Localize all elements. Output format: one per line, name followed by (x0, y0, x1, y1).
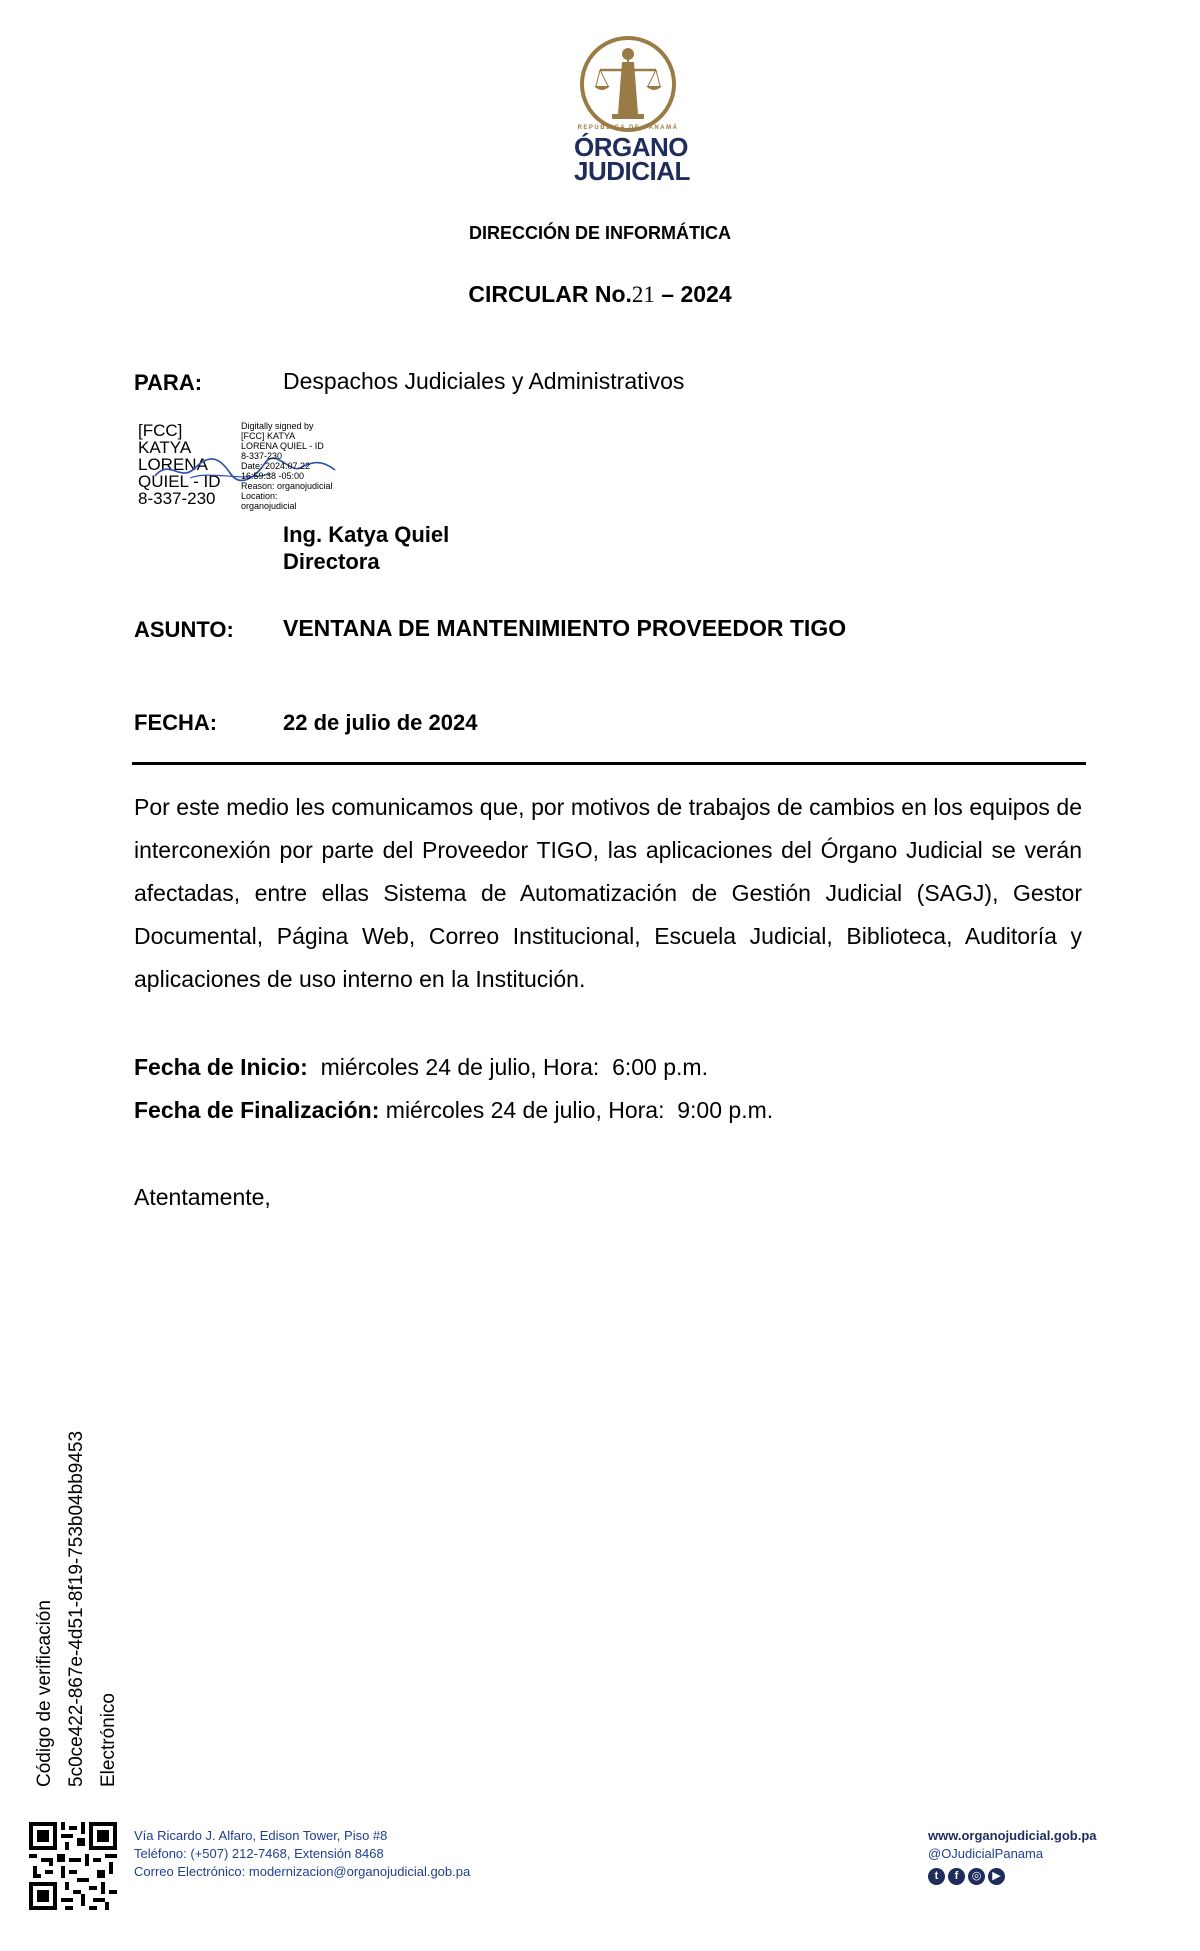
footer-handle[interactable]: @OJudicialPanama (928, 1846, 1044, 1861)
footer-address: Vía Ricardo J. Alfaro, Edison Tower, Piso #8 (134, 1828, 388, 1843)
logo-line2: JUDICIAL (574, 156, 690, 186)
closing: Atentamente, (134, 1184, 271, 1210)
asunto-value: VENTANA DE MANTENIMIENTO PROVEEDOR TIGO (283, 615, 847, 641)
body-paragraph: Por este medio les comunicamos que, por motivos de trabajos de cambios en los equipos de interconexión por parte del Proveedor TIGO, las aplicaciones del Órgano Judicial se verán afectadas, entre ellas Sistema de Automatización de Gestión Judicial (SAGJ), Gestor Documental, Página Web, Correo Institucional, Escuela Judicial, Biblioteca, Auditoría y aplicaciones de uso interno en la Institución. (134, 794, 1082, 992)
circular-prefix: CIRCULAR No. (468, 281, 632, 307)
instagram-icon[interactable]: ◎ (968, 1868, 985, 1885)
digital-sig-line: [FCC] KATYA (241, 431, 296, 441)
signature-line: [FCC] (138, 421, 183, 440)
youtube-icon[interactable]: ▶ (988, 1868, 1005, 1885)
header-divider (132, 762, 1086, 765)
digital-sig-line: Digitally signed by (241, 421, 314, 431)
fecha-inicio-label: Fecha de Inicio: (134, 1054, 308, 1080)
organo-judicial-logo (574, 34, 690, 186)
para-label: PARA: (134, 370, 203, 395)
signer-name: Ing. Katya Quiel (283, 522, 450, 547)
fecha-fin-label: Fecha de Finalización: (134, 1097, 380, 1123)
logo-line1: ÓRGANO (574, 132, 688, 162)
digital-sig-line: LORENA QUIEL - ID (241, 441, 324, 451)
fecha-value: 22 de julio de 2024 (283, 710, 478, 735)
digital-sig-line: Date: 2024.07.22 (241, 461, 311, 471)
logo-republic-text: REPÚBLICA DE PANAMÁ (577, 125, 679, 131)
footer-web (928, 1827, 1097, 1885)
footer-email[interactable]: Correo Electrónico: modernizacion@organojudicial.gob.pa (134, 1864, 471, 1879)
digital-sig-line: organojudicial (241, 501, 297, 511)
footer-website[interactable]: www.organojudicial.gob.pa (928, 1828, 1097, 1843)
signature-line: KATYA (138, 438, 192, 457)
digital-signature-details (241, 421, 333, 511)
facebook-icon[interactable]: f (948, 1868, 965, 1885)
signer-title: Directora (283, 549, 380, 574)
twitter-icon[interactable]: t (928, 1868, 945, 1885)
para-value: Despachos Judiciales y Administrativos (283, 368, 685, 394)
department-heading: DIRECCIÓN DE INFORMÁTICA (469, 223, 731, 243)
circular-num: 21 (631, 282, 655, 307)
signature-line: QUIEL - ID (138, 472, 221, 491)
verification-type: Electrónico (98, 1693, 119, 1787)
fecha-inicio-line (134, 1054, 708, 1081)
footer-phone: Teléfono: (+507) 212-7468, Extensión 8468 (134, 1846, 384, 1861)
fecha-inicio-value: miércoles 24 de julio, Hora: 6:00 p.m. (307, 1054, 708, 1080)
qr-code-icon (29, 1822, 117, 1910)
digital-sig-line: Reason: organojudicial (241, 481, 333, 491)
verification-label: Código de verificación (34, 1600, 55, 1787)
verification-code: 5c0ce422-867e-4d51-8f19-753b04bb9453 (66, 1430, 87, 1787)
fecha-label: FECHA: (134, 710, 218, 735)
asunto-label: ASUNTO: (134, 617, 234, 642)
fecha-fin-value: miércoles 24 de julio, Hora: 9:00 p.m. (379, 1097, 774, 1123)
scales-of-justice-icon (578, 34, 678, 134)
social-icons (928, 1866, 1097, 1885)
signature-line: LORENA (138, 455, 208, 474)
footer-contact (134, 1827, 470, 1881)
circular-year: – 2024 (654, 281, 732, 307)
circular-number (0, 281, 1200, 308)
digital-sig-line: 16:59:38 -05:00 (241, 471, 305, 481)
signature-line: 8-337-230 (138, 489, 216, 508)
fecha-fin-line (134, 1097, 773, 1124)
digital-sig-line: 8-337-230 (241, 451, 283, 461)
digital-sig-line: Location: (241, 491, 278, 501)
